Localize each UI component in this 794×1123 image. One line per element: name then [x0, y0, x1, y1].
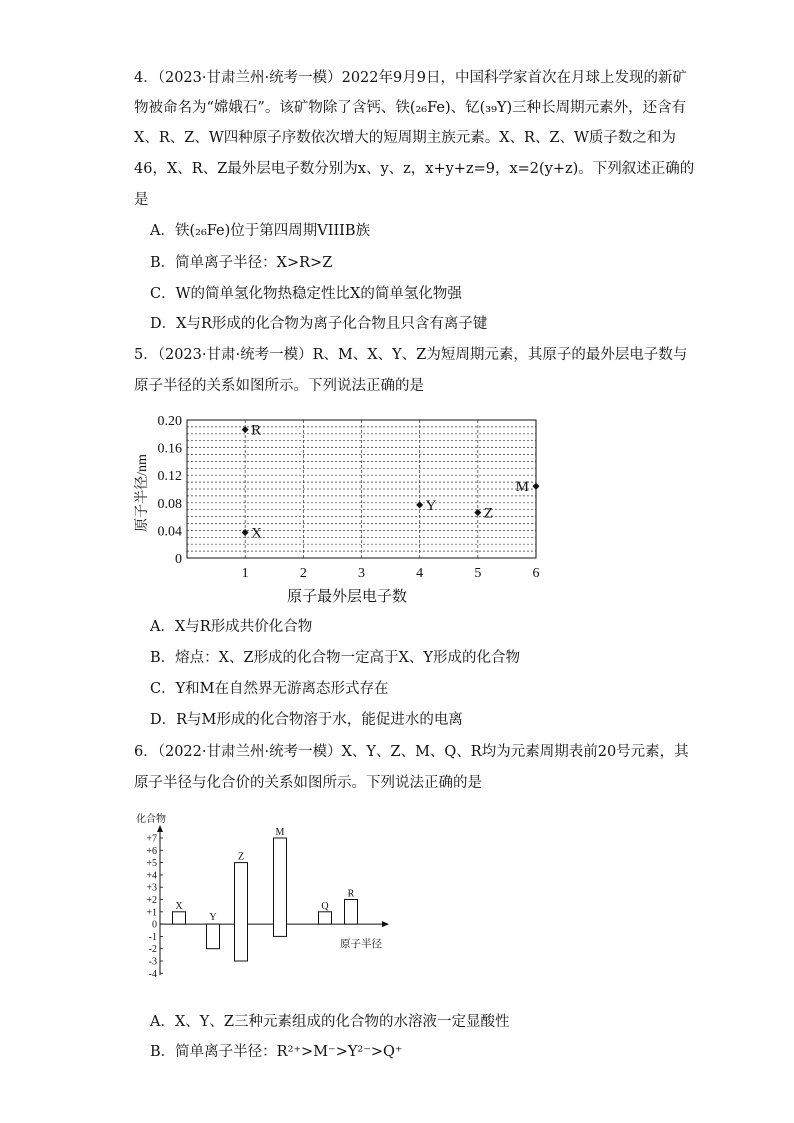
chart2-bar-y	[207, 924, 220, 949]
chart1-point-m	[533, 483, 540, 490]
chart2-y-tick-label: -2	[148, 944, 157, 956]
chart1-x-tick-label: 4	[416, 566, 424, 581]
chart2-y-tick-label: +5	[146, 858, 157, 870]
chart1-y-tick-label: 0.08	[157, 496, 182, 512]
chart1-point-x	[242, 529, 249, 536]
chart2-bar-z	[235, 863, 248, 961]
chart2-bar-q	[319, 912, 332, 924]
chart1-x-tick-label: 2	[299, 566, 307, 581]
chart1-y-tick-label: 0.20	[157, 414, 182, 429]
chart2-y-tick-label: +6	[146, 845, 157, 857]
chart1-x-axis-label: 原子最外层电子数	[286, 589, 408, 605]
q4-option-c: C．W的简单氢化物热稳定性比X的简单氢化物强	[150, 286, 462, 302]
chart2-y-axis-arrow	[157, 825, 163, 832]
chart1-y-tick-label: 0.12	[157, 469, 182, 485]
q5-line-1: 5．（2023·甘肃·统考一模）R、M、X、Y、Z为短周期元素，其原子的最外层电子数与	[134, 347, 688, 363]
chart1-y-tick-label: 0.16	[157, 441, 182, 457]
chart1-point-label: Z	[483, 505, 494, 522]
chart2-bar-m	[274, 838, 287, 936]
q6-option-b: B．简单离子半径：R²⁺>M⁻>Y²⁻>Q⁺	[150, 1044, 403, 1060]
chart2-bar-r	[345, 900, 358, 925]
chart1-point-y	[416, 501, 423, 508]
chart2-bar-label: Q	[321, 900, 329, 912]
chart2-bar-label: Y	[209, 912, 217, 924]
chart2-y-tick-label: +4	[146, 870, 157, 882]
chart2-y-tick-label: 0	[152, 919, 157, 931]
q6-line-2: 原子半径与化合价的关系如图所示。下列说法正确的是	[134, 775, 482, 791]
q4-line-4: 46，X、R、Z最外层电子数分别为x、y、z，x+y+z=9，x=2(y+z)。下列叙述正确的	[134, 161, 695, 177]
chart2-x-axis-arrow	[382, 921, 389, 927]
chart1-x-tick-label: 3	[358, 566, 365, 581]
q4-line-2: 物被命名为“嫦娥石”。该矿物除了含钙、铁(₂₆Fe)、钇(₃₉Y)三种长周期元素外，还含有	[134, 100, 687, 116]
chart1-x-tick-label: 1	[241, 566, 249, 581]
chart2-y-tick-label: +1	[146, 907, 157, 919]
chart2-y-axis-label: 化合物	[136, 814, 166, 825]
chart2-y-tick-label: -4	[148, 968, 157, 980]
q4-option-a: A．铁(₂₆Fe)位于第四周期VIIIB族	[150, 223, 371, 239]
q5-option-c: C．Y和M在自然界无游离态形式存在	[150, 681, 389, 697]
chart2-bar-x	[173, 912, 186, 924]
chart1-x-tick-label: 6	[532, 566, 540, 581]
chart2-x-axis-label: 原子半径	[340, 939, 382, 950]
q4-line-3: X、R、Z、W四种原子序数依次增大的短周期主族元素。X、R、Z、W质子数之和为	[134, 130, 676, 146]
q4-line-1: 4．（2023·甘肃兰州·统考一模）2022年9月9日，中国科学家首次在月球上发现的新矿	[134, 70, 687, 86]
chart2-bar-label: X	[175, 900, 183, 912]
chart1-point-label: M	[515, 479, 529, 496]
chart2-bar-label: Z	[237, 851, 245, 863]
chart2-y-tick-label: +2	[146, 895, 157, 906]
q5-line-2: 原子半径的关系如图所示。下列说法正确的是	[134, 378, 424, 394]
q5-option-a: A．X与R形成共价化合物	[150, 619, 313, 635]
chart1-point-label: X	[251, 525, 263, 542]
q4-option-b: B．简单离子半径：X>R>Z	[150, 255, 333, 271]
chart1-point-label: R	[251, 422, 262, 439]
q5-option-d: D．R与M形成的化合物溶于水，能促进水的电离	[150, 712, 463, 728]
q5-option-b: B．熔点：X、Z形成的化合物一定高于X、Y形成的化合物	[150, 650, 520, 666]
q6-line-1: 6．（2022·甘肃兰州·统考一模）X、Y、Z、M、Q、R均为元素周期表前20号元素，其	[134, 744, 689, 760]
q6-option-a: A．X、Y、Z三种元素组成的化合物的水溶液一定显酸性	[150, 1014, 510, 1030]
chart2-bar-label: R	[347, 888, 355, 900]
bar-chart-valence-vs-radius	[130, 808, 400, 998]
scatter-chart-radius-vs-electrons	[130, 405, 560, 610]
chart2-y-tick-label: -3	[148, 956, 157, 968]
chart1-point-label: Y	[425, 497, 437, 514]
q4-option-d: D．X与R形成的化合物为离子化合物且只含有离子键	[150, 316, 488, 332]
chart1-y-tick-label: 0	[175, 552, 182, 567]
q4-line-5: 是	[134, 192, 149, 208]
chart2-y-tick-label: +7	[146, 833, 157, 845]
chart1-x-tick-label: 5	[474, 566, 482, 581]
chart2-bar-label: M	[275, 827, 285, 838]
chart1-y-axis-label: 原子半径/nm	[135, 454, 150, 532]
chart1-y-tick-label: 0.04	[157, 524, 182, 540]
chart2-y-tick-label: -1	[148, 931, 157, 943]
chart2-y-tick-label: +3	[146, 882, 157, 894]
